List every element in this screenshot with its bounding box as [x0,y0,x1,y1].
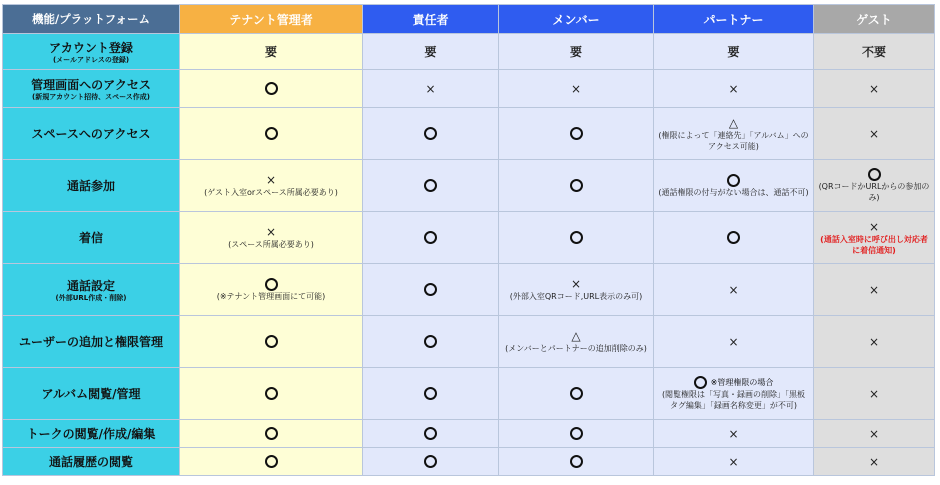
circle-mark-row [184,427,358,440]
mark-cross: × [728,426,739,441]
permission-matrix-table [2,4,935,476]
header-member: メンバー [499,5,654,34]
circle-mark-icon [424,427,437,440]
cell-partner [654,316,814,368]
cell-responsible [363,316,499,368]
cell-member [499,448,654,476]
circle-mark-icon [265,427,278,440]
feature-label: 着信 [78,231,103,245]
table-row [3,316,935,368]
mark-text: 要 [424,44,437,59]
cell-guest [814,264,935,316]
table-row [3,264,935,316]
circle-mark-icon [424,127,437,140]
circle-mark-row [658,376,809,389]
circle-mark-row [367,455,494,468]
cell-note: (※テナント管理画面にて可能) [216,291,326,301]
feature-cell [3,368,180,420]
cell-note: (通話入室時に呼び出し対応者に着信通知) [820,234,928,255]
cell-note: (ゲスト入室orスペース所属必要あり) [204,188,338,197]
cell-member [499,212,654,264]
cell-member [499,264,654,316]
cell-tenant-admin [180,70,363,108]
cell-member [499,160,654,212]
cell-note: (閲覧権限は「写真・録画の削除」「黒板タグ編集」「録画名称変更」が不可) [661,390,806,410]
table-row [3,368,935,420]
table-row [3,70,935,108]
feature-label: 管理画面へのアクセス [31,77,151,92]
circle-mark-row [503,427,649,440]
circle-mark-icon [265,387,278,400]
feature-label: 通話設定 [66,278,115,293]
circle-mark-icon [424,335,437,348]
cell-partner [654,70,814,108]
mark-cross: × [728,334,739,349]
cell-note: (スペース所属必要あり) [228,240,314,249]
mark-cross: × [265,173,277,187]
cell-tenant-admin [180,108,363,160]
mark-cross: × [868,334,880,349]
cell-note: (外部入室QRコード,URL表示のみ可) [509,292,643,301]
feature-label: 通話参加 [66,179,115,193]
feature-cell [3,448,180,476]
mark-triangle: △ [571,329,581,343]
cell-tenant-admin [180,264,363,316]
cell-member [499,420,654,448]
circle-mark-icon [868,168,881,181]
feature-cell [3,160,180,212]
cell-guest [814,70,935,108]
feature-cell [3,264,180,316]
circle-mark-icon [424,283,437,296]
mark-cross: × [868,126,880,141]
header-responsible: 責任者 [363,5,499,34]
mark-cross: × [868,219,880,234]
circle-mark-row [367,127,494,140]
inline-note: ※管理権限の場合 [710,378,774,387]
cell-tenant-admin [180,420,363,448]
cell-partner [654,448,814,476]
feature-label: トークの閲覧/作成/編集 [26,427,156,441]
cell-guest [814,160,935,212]
feature-cell [3,420,180,448]
circle-mark-row [184,278,358,291]
circle-mark-icon [727,231,740,244]
feature-label: ユーザーの追加と権限管理 [18,335,163,349]
header-feature: 機能/プラットフォーム [3,5,180,34]
circle-mark-row [503,127,649,140]
mark-cross: × [868,454,880,469]
header-row [3,5,935,34]
circle-mark-row [184,127,358,140]
circle-mark-row [184,387,358,400]
circle-mark-row [503,455,649,468]
circle-mark-icon [570,387,583,400]
circle-mark-row [184,82,358,95]
circle-mark-icon [265,127,278,140]
circle-mark-icon [265,335,278,348]
circle-mark-row [658,231,809,244]
circle-mark-icon [424,387,437,400]
table-row [3,34,935,70]
circle-mark-icon [265,278,278,291]
cell-note: (メンバーとパートナーの追加削除のみ) [505,344,647,353]
cell-partner [654,420,814,448]
cell-responsible [363,160,499,212]
mark-cross: × [868,81,880,96]
circle-mark-row [818,168,930,181]
circle-mark-icon [424,455,437,468]
feature-cell [3,316,180,368]
cell-note: (権限によって「連絡先」「アルバム」へのアクセス可能) [658,130,809,151]
feature-cell [3,34,180,70]
circle-mark-icon [424,231,437,244]
feature-sublabel: (新規アカウント招待、スペース作成) [32,92,150,101]
mark-cross: × [868,282,880,297]
mark-cross: × [425,81,436,96]
circle-mark-icon [570,127,583,140]
circle-mark-row [658,174,809,187]
circle-mark-row [184,335,358,348]
circle-mark-row [367,231,494,244]
mark-cross: × [728,454,739,469]
cell-responsible [363,420,499,448]
feature-sublabel: (メールアドレスの登録) [52,55,130,64]
cell-responsible [363,34,499,70]
cell-tenant-admin [180,34,363,70]
cell-responsible [363,70,499,108]
circle-mark-icon [570,427,583,440]
cell-note: (QRコードかURLからの参加のみ) [818,182,930,202]
feature-label: 通話履歴の閲覧 [48,455,133,469]
cell-partner [654,368,814,420]
cell-member [499,368,654,420]
mark-text: 要 [264,44,277,59]
cell-responsible [363,212,499,264]
cell-partner [654,160,814,212]
cell-partner [654,108,814,160]
cell-member [499,108,654,160]
cell-guest [814,108,935,160]
cell-tenant-admin [180,212,363,264]
cell-member [499,316,654,368]
table-row [3,160,935,212]
feature-label: アルバム閲覧/管理 [41,387,141,401]
feature-label: アカウント登録 [49,40,133,55]
cell-responsible [363,108,499,160]
mark-cross: × [570,81,582,96]
feature-cell [3,212,180,264]
circle-mark-icon [570,179,583,192]
cell-note: (通話権限の付与がない場合は、通話不可) [658,187,809,197]
mark-cross: × [728,81,739,96]
header-tenant-admin: テナント管理者 [180,5,363,34]
table-row [3,212,935,264]
circle-mark-icon [265,455,278,468]
table-row [3,420,935,448]
feature-label: スペースへのアクセス [31,127,151,141]
circle-mark-icon [424,179,437,192]
mark-triangle: △ [728,115,739,130]
mark-cross: × [868,386,880,401]
circle-mark-row [503,179,649,192]
cell-guest [814,316,935,368]
cell-tenant-admin [180,316,363,368]
cell-tenant-admin [180,448,363,476]
circle-mark-icon [570,231,583,244]
circle-mark-icon [727,174,740,187]
mark-text: 要 [727,44,740,59]
cell-guest [814,34,935,70]
cell-guest [814,448,935,476]
circle-mark-row [367,387,494,400]
feature-sublabel: (外部URL作成・削除) [55,293,127,302]
cell-guest [814,212,935,264]
circle-mark-row [367,283,494,296]
circle-mark-row [503,231,649,244]
header-guest: ゲスト [814,5,935,34]
feature-cell [3,108,180,160]
mark-text: 不要 [861,44,886,59]
circle-mark-icon [694,376,707,389]
circle-mark-row [367,335,494,348]
mark-cross: × [868,426,880,441]
cell-guest [814,420,935,448]
matrix-body [3,34,935,476]
mark-cross: × [728,282,739,297]
circle-mark-icon [570,455,583,468]
cell-responsible [363,264,499,316]
mark-cross: × [570,277,582,291]
circle-mark-row [184,455,358,468]
cell-partner [654,264,814,316]
cell-member [499,70,654,108]
cell-tenant-admin [180,368,363,420]
table-row [3,448,935,476]
mark-cross: × [265,225,277,239]
cell-partner [654,34,814,70]
circle-mark-row [503,387,649,400]
table-row [3,108,935,160]
cell-member [499,34,654,70]
cell-guest [814,368,935,420]
cell-responsible [363,448,499,476]
feature-cell [3,70,180,108]
circle-mark-icon [265,82,278,95]
circle-mark-row [367,427,494,440]
cell-responsible [363,368,499,420]
circle-mark-row [367,179,494,192]
header-partner: パートナー [654,5,814,34]
cell-partner [654,212,814,264]
cell-tenant-admin [180,160,363,212]
mark-text: 要 [569,44,582,59]
